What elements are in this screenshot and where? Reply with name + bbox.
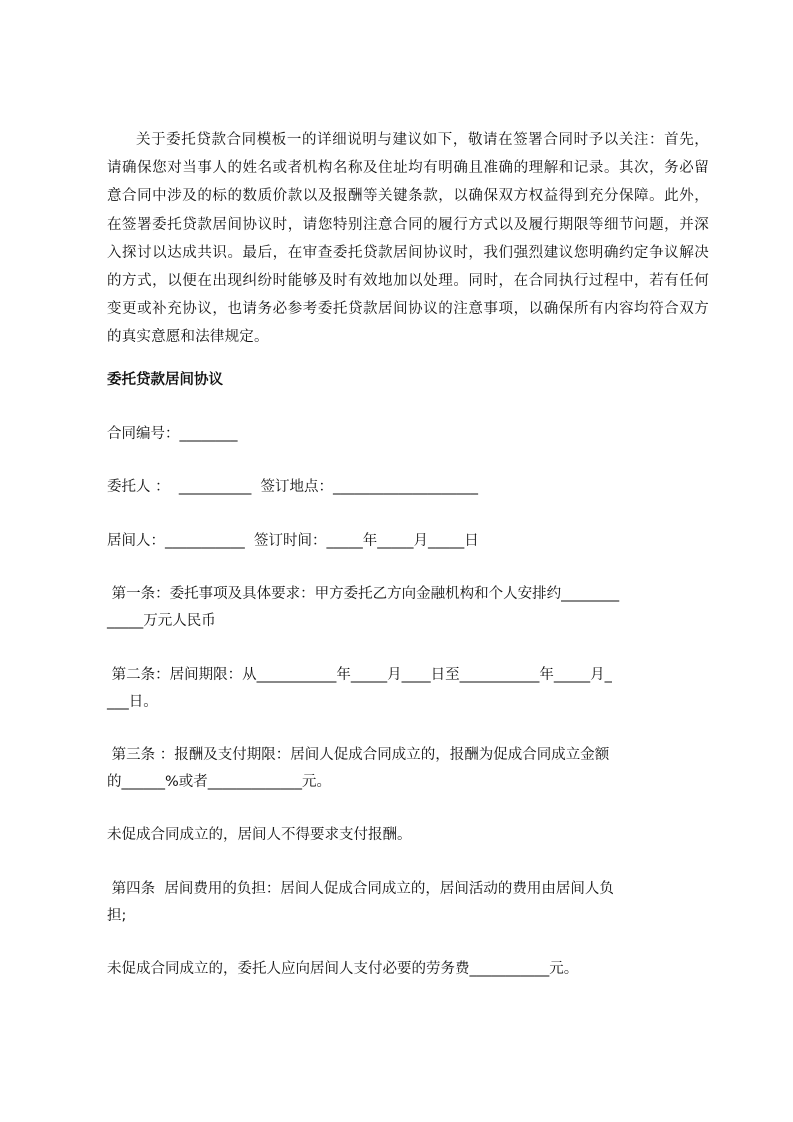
article-1-line-1: 第一条：委托事项及具体要求：甲方委托乙方向金融机构和个人安排约________ [107,586,620,602]
article-4-line-2: 担; [107,908,127,924]
agreement-title: 委托贷款居间协议 [107,372,223,388]
article-2-line-1: 第二条：居间期限：从___________年_____月____日至___________年_____月_ [107,667,612,683]
unsuccessful-no-fee-line: 未促成合同成立的，居间人不得要求支付报酬。 [107,827,412,843]
unsuccessful-labor-fee-line: 未促成合同成立的，委托人应向居间人支付必要的劳务费___________元。 [107,961,579,977]
article-3-line-1: 第三条 ：报酬及支付期限：居间人促成合同成立的，报酬为促成合同成立金额 [107,747,610,763]
article-4-line-1: 第四条 居间费用的负担：居间人促成合同成立的，居间活动的费用由居间人负 [107,881,614,897]
intro-paragraph: 关于委托贷款合同模板一的详细说明与建议如下，敬请在签署合同时予以关注：首先，请确保您对当事人的姓名或者机构名称及住址均有明确且准确的理解和记录。其次，务必留意合同中涉及的标的数质价款以及报酬等关键条款，以确保双方权益得到充分保障。此外，在签署委托贷款居间协议时，请您特别注意合同的履行方式以及履行期限等细节问题，并深入探讨以达成共识。最后，在审查委托贷款居间协议时，我们强烈建议您明确约定争议解决的方式，以便在出现纠纷时能够及时有效地加以处理。同时，在合同执行过程中，若有任何变更或补充协议，也请务必参考委托贷款居间协议的注意事项，以确保所有内容均符合双方的真实意愿和法律规定。 [107,132,709,346]
client-line: 委托人 ： __________ 签订地点：____________________ [107,479,479,495]
article-3-line-2: 的______%或者_____________元。 [107,774,332,790]
article-2-line-2: ___日。 [107,694,158,710]
intermediary-line: 居间人：___________ 签订时间：_____年_____月_____日 [107,533,479,549]
article-1-line-2: _____万元人民币 [107,613,216,629]
contract-number-line: 合同编号：________ [107,426,238,442]
